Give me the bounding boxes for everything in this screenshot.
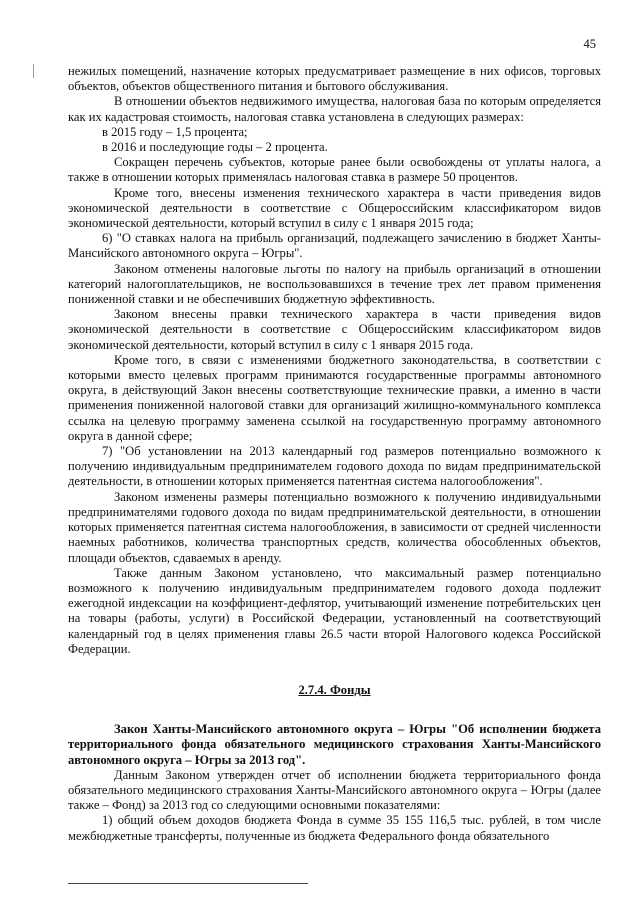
paragraph: Сокращен перечень субъектов, которые ранее были освобождены от уплаты налога, а также в отношении которых применялась налоговая ставка в размере 50 процентов. [68, 155, 601, 185]
paragraph: 6) "О ставках налога на прибыль организаций, подлежащего зачислению в бюджет Ханты-Мансийского автономного округа – Югры". [68, 231, 601, 261]
document-body [68, 64, 601, 844]
fund-law-section [68, 768, 601, 844]
section-heading: 2.7.4. Фонды [298, 682, 371, 697]
footnote-separator [68, 883, 308, 884]
paragraph: Законом внесены правки технического характера в части приведения видов экономической деятельности в соответствие с Общероссийским классификатором видов экономической деятельности, который вступил в силу с 1 января 2015 года. [68, 307, 601, 352]
paragraph: Также данным Законом установлено, что максимальный размер потенциально возможного к получению индивидуальным предпринимателем годового дохода подлежит ежегодной индексации на коэффициент-дефлятор, учитывающий изменение потребительских цен на товары (работы, услуги) в Российской Федерации, установленный на соответствующий календарный год в целях применения главы 26.5 части второй Налогового кодекса Российской Федерации. [68, 565, 601, 656]
paragraph: 1) общий объем доходов бюджета Фонда в сумме 35 155 116,5 тыс. рублей, в том числе межбюджетные трансферты, полученные из бюджета Федерального фонда обязательного [68, 813, 601, 843]
page-number: 45 [583, 37, 596, 51]
paragraph: в 2016 и последующие годы – 2 процента. [102, 140, 328, 155]
paragraph: 7) "Об установлении на 2013 календарный год размеров потенциально возможного к получению индивидуальным предпринимателем годового дохода по видам предпринимательской деятельности, в отношении которых применяется патентная система налогообложения". [68, 444, 601, 489]
paragraph: Кроме того, внесены изменения технического характера в части приведения видов экономической деятельности в соответствие с Общероссийским классификатором видов экономической деятельности, который вступил в силу с 1 января 2015 года; [68, 185, 601, 231]
paragraph: Кроме того, в связи с изменениями бюджетного законодательства, в соответствии с которыми вместо целевых программ принимаются государственные программы автономного округа, в действующий Закон внесены соответствующие технические правки, а именно в части применения пониженной налоговой ставки для организаций жилищно-коммунального комплекса ссылка на целевую программу заменена ссылкой на государственную программу автономного округа в данной сфере; [68, 352, 601, 443]
paragraph: в 2015 году – 1,5 процента; [102, 124, 248, 139]
law-title: Закон Ханты-Мансийского автономного округа – Югры "Об исполнении бюджета территориального фонда обязательного медицинского страхования Ханты-Мансийского автономного округа – Югры за 2013 год". [68, 722, 601, 767]
tax-law-section [68, 64, 601, 657]
paragraph: Законом отменены налоговые льготы по налогу на прибыль организаций в отношении категорий налогоплательщиков, не воспользовавшихся в течение трех лет правом применения пониженной ставки и не обеспечивших бюджетную эффективность. [68, 261, 601, 307]
margin-mark [33, 64, 34, 78]
paragraph: Законом изменены размеры потенциально возможного к получению индивидуальными предпринимателями годового дохода по видам предпринимательской деятельности, в отношении которых применяется патентная система налогообложения, в зависимости от средней численности наемных работников, количества транспортных средств, количества обособленных объектов, площади объектов, сдаваемых в аренду. [68, 489, 601, 565]
paragraph: Данным Законом утвержден отчет об исполнении бюджета территориального фонда обязательного медицинского страхования Ханты-Мансийского автономного округа – Югры (далее также – Фонд) за 2013 год со следующими основными показателями: [68, 767, 601, 813]
paragraph: В отношении объектов недвижимого имущества, налоговая база по которым определяется как их кадастровая стоимость, налоговая ставка установлена в следующих размерах: [68, 94, 601, 124]
paragraph: нежилых помещений, назначение которых предусматривает размещение в них офисов, торговых объектов, объектов общественного питания и бытового обслуживания. [68, 64, 601, 94]
